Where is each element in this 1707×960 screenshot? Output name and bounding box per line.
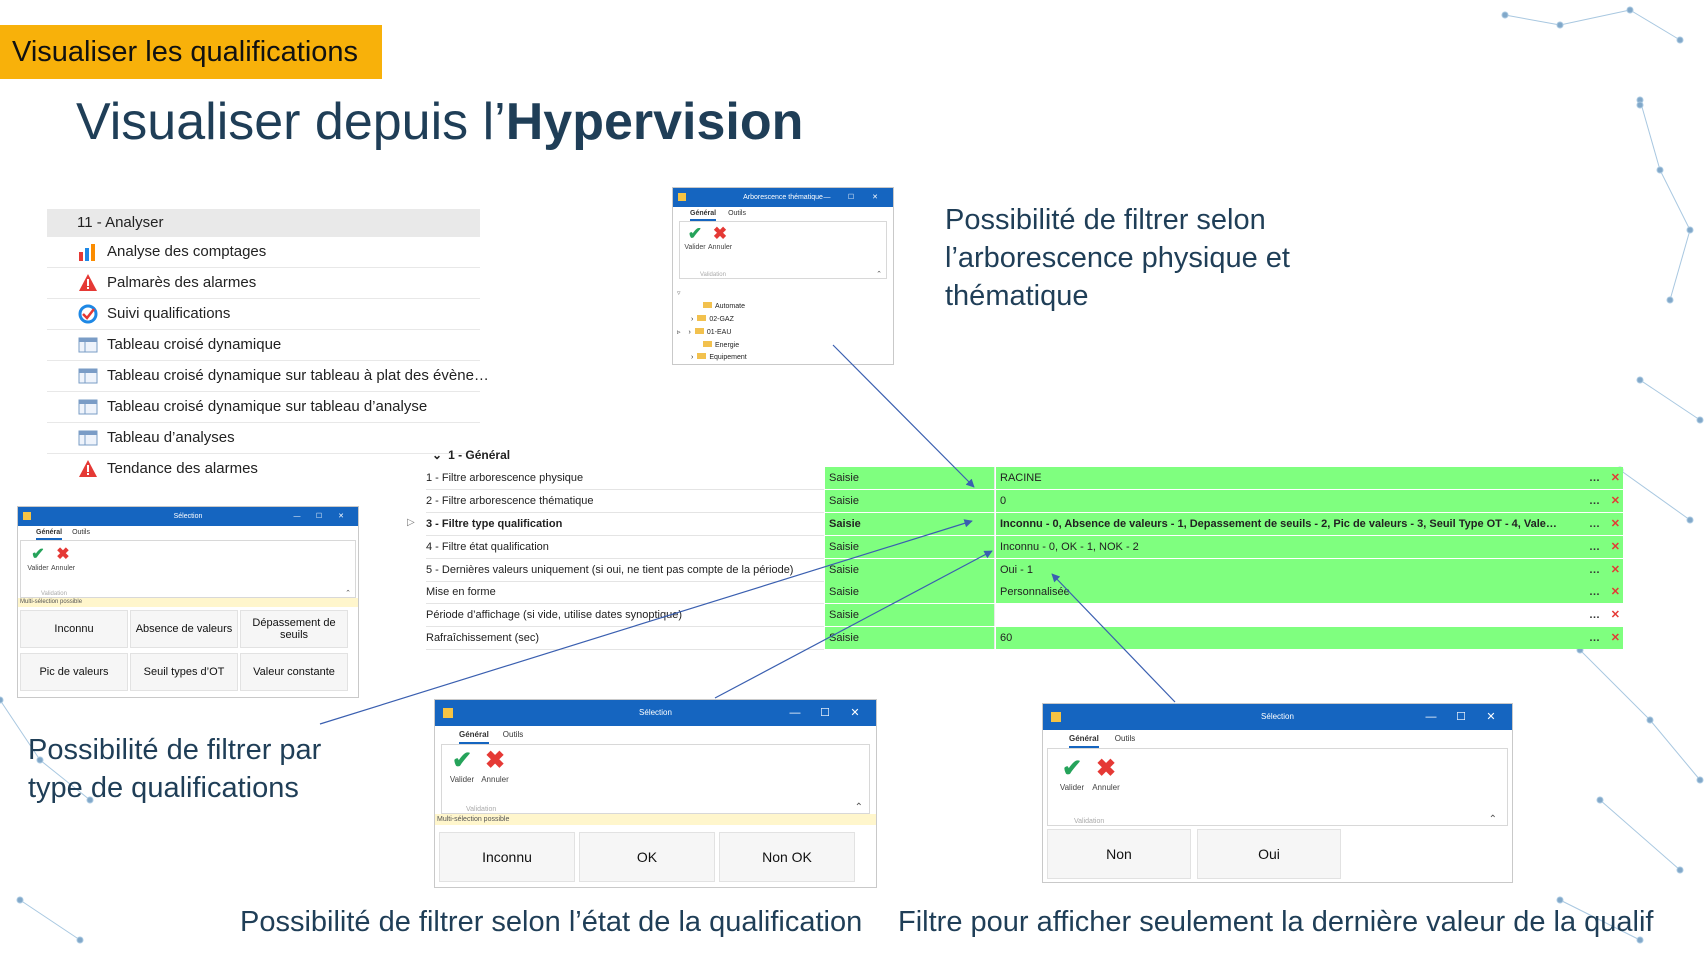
grid-row [424, 559, 1624, 581]
row-label: Rafraîchissement (sec) [426, 627, 824, 650]
note-type-filter [28, 731, 321, 807]
row-label: 1 - Filtre arborescence physique [426, 467, 824, 490]
tabs [435, 726, 876, 744]
ribbon [1047, 748, 1508, 826]
grid-row [424, 581, 1624, 603]
tab-general[interactable]: Général [1069, 730, 1099, 748]
row-type: Saisie [825, 581, 995, 603]
grid-row [424, 490, 1624, 512]
title-prefix: Visualiser depuis l’ [76, 93, 506, 151]
validate-button[interactable] [27, 545, 49, 572]
option-label: Valeur constante [253, 666, 335, 678]
window-titlebar [1043, 704, 1512, 730]
grid-row [424, 604, 1624, 626]
alarm-triangle-icon [78, 459, 98, 479]
cross-icon: ✖ [484, 747, 506, 774]
row-type: Saisie [825, 467, 995, 489]
cross-icon: ✖ [712, 224, 728, 243]
filter-icon[interactable]: ▿ [677, 290, 681, 297]
clear-icon[interactable]: ✕ [1610, 518, 1620, 530]
menu-header: 11 - Analyser [47, 209, 480, 237]
button-label: Valider [1059, 783, 1085, 792]
group-label: Validation [41, 591, 67, 597]
grid-row [424, 627, 1624, 649]
state-selection-window [434, 699, 877, 888]
clear-icon[interactable]: ✕ [1610, 472, 1620, 484]
tab-general[interactable]: Général [690, 207, 716, 221]
folder-icon [695, 328, 704, 334]
cross-icon: ✖ [1095, 755, 1117, 782]
slide-title [76, 92, 803, 152]
close-button[interactable]: ✕ [1486, 711, 1496, 723]
option-seuil-types-ot[interactable] [130, 653, 238, 691]
last-value-selection-window [1042, 703, 1513, 883]
option-label: Seuil types d’OT [143, 666, 225, 678]
option-non-ok[interactable] [719, 832, 855, 882]
note-line: thématique [945, 280, 1089, 312]
menu-item-tendance-alarmes[interactable] [47, 454, 480, 484]
tree-node[interactable] [703, 302, 745, 310]
row-type: Saisie [825, 513, 995, 535]
ribbon [20, 540, 356, 598]
window-title: Sélection [173, 513, 203, 520]
analyser-menu [47, 209, 489, 484]
grid-row [424, 536, 1624, 558]
note-line: Possibilité de filtrer par [28, 734, 322, 766]
alarm-triangle-icon [78, 273, 98, 293]
type-selection-window [17, 506, 359, 698]
menu-item-label: Suivi qualifications [107, 305, 231, 322]
option-label: Oui [1258, 846, 1280, 862]
table-icon [78, 366, 98, 386]
section-tag: Visualiser les qualifications [0, 25, 382, 79]
more-button[interactable]: … [1589, 632, 1600, 644]
option-valeur-constante[interactable] [240, 653, 348, 691]
row-label: 4 - Filtre état qualification [426, 536, 824, 559]
grid-row [424, 467, 1624, 489]
option-depassement-seuils[interactable] [240, 610, 348, 648]
chevron-right-icon[interactable]: › [691, 316, 694, 323]
chevron-right-icon[interactable]: › [688, 329, 691, 336]
menu-item-label: Tableau croisé dynamique sur tableau à plat des évène… [107, 367, 489, 384]
row-type: Saisie [825, 604, 995, 626]
option-label: Inconnu [482, 849, 532, 865]
menu-item-palmares-alarmes[interactable] [47, 268, 480, 299]
bar-chart-icon [78, 242, 98, 262]
more-button[interactable]: … [1589, 586, 1600, 598]
window-title: Sélection [1261, 712, 1294, 721]
section-label: 1 - Général [448, 448, 511, 462]
option-oui[interactable] [1197, 829, 1341, 879]
node-label: Automate [715, 303, 745, 310]
folder-icon [697, 353, 706, 359]
grid-row [424, 513, 1624, 535]
minimize-button[interactable]: — [823, 194, 831, 201]
tabs [673, 207, 893, 221]
cancel-button[interactable] [51, 545, 75, 572]
row-label: 2 - Filtre arborescence thématique [426, 490, 824, 513]
option-pic-valeurs[interactable] [20, 653, 128, 691]
menu-item-label: Palmarès des alarmes [107, 274, 257, 291]
multi-select-hint: Multi-sélection possible [18, 598, 358, 607]
row-value[interactable]: 0 [996, 490, 1623, 512]
tab-tools[interactable]: Outils [728, 210, 746, 217]
tree-node[interactable] [677, 328, 731, 336]
window-title: Sélection [639, 708, 672, 717]
row-pointer-icon: ▷ [407, 517, 415, 528]
chevron-right-icon[interactable]: ▹ [677, 329, 681, 336]
group-label: Validation [466, 806, 497, 813]
option-label: Non OK [762, 849, 812, 865]
option-label: OK [636, 849, 658, 865]
folder-icon [703, 302, 712, 308]
maximize-button[interactable]: ☐ [315, 513, 323, 520]
maximize-button[interactable]: ☐ [847, 194, 855, 201]
menu-item-label: Tableau croisé dynamique sur tableau d’analyse [107, 398, 428, 415]
ribbon [441, 744, 870, 814]
menu-item-tcd-analyse[interactable] [47, 392, 480, 423]
note-line: l’arborescence physique et [945, 242, 1290, 274]
option-inconnu[interactable] [20, 610, 128, 648]
cross-icon: ✖ [56, 546, 70, 563]
close-button[interactable]: ✕ [338, 513, 344, 520]
tabs [1043, 730, 1512, 748]
chevron-right-icon[interactable]: › [691, 354, 694, 361]
minimize-button[interactable]: — [293, 513, 301, 520]
clear-icon[interactable]: ✕ [1610, 541, 1620, 553]
node-label: 01-EAU [706, 329, 732, 336]
validate-button[interactable] [448, 747, 476, 784]
more-button[interactable]: … [1589, 609, 1600, 621]
button-label: Annuler [708, 244, 733, 251]
option-label: Absence de valeurs [135, 623, 233, 635]
row-type: Saisie [825, 490, 995, 512]
clear-icon[interactable]: ✕ [1610, 586, 1620, 598]
chevron-up-icon[interactable]: ⌃ [854, 802, 863, 813]
option-inconnu[interactable] [439, 832, 575, 882]
tab-tools[interactable]: Outils [502, 730, 524, 739]
menu-item-label: Tendance des alarmes [107, 460, 258, 477]
title-bold: Hypervision [505, 93, 804, 151]
more-button[interactable]: … [1589, 472, 1600, 484]
note-line: type de qualifications [28, 772, 299, 804]
check-icon: ✔ [1061, 755, 1083, 782]
tab-tools[interactable]: Outils [72, 529, 90, 536]
folder-icon [697, 315, 706, 321]
chevron-down-icon[interactable]: ⌄ [432, 448, 443, 462]
row-label: 5 - Dernières valeurs uniquement (si oui, ne tient pas compte de la période) [426, 559, 824, 582]
tree-window [672, 187, 894, 365]
menu-item-tcd[interactable] [47, 330, 480, 361]
menu-item-label: Tableau croisé dynamique [107, 336, 282, 353]
tabs [18, 526, 358, 540]
window-titlebar [18, 507, 358, 526]
node-label: 02-GAZ [709, 316, 734, 323]
clear-icon[interactable]: ✕ [1610, 495, 1620, 507]
note-line: Possibilité de filtrer selon [945, 204, 1266, 236]
row-value[interactable]: RACINE [996, 467, 1623, 489]
window-title: Arborescence thématique [743, 194, 823, 201]
table-icon [78, 335, 98, 355]
folder-icon [703, 341, 712, 347]
cancel-button[interactable] [708, 224, 732, 251]
option-label: Non [1106, 846, 1132, 862]
validate-button[interactable] [684, 224, 706, 251]
row-value[interactable]: Inconnu - 0, OK - 1, NOK - 2 [996, 536, 1623, 558]
grid-section-header[interactable] [432, 445, 510, 465]
menu-item-label: Analyse des comptages [107, 243, 267, 260]
button-label: Valider [684, 244, 706, 251]
chevron-up-icon[interactable]: ⌃ [345, 590, 351, 597]
row-label: 3 - Filtre type qualification [426, 513, 824, 536]
minimize-button[interactable]: — [1425, 711, 1437, 723]
menu-item-suivi-qualifications[interactable] [47, 299, 480, 330]
chevron-up-icon[interactable]: ⌃ [876, 271, 882, 278]
close-button[interactable]: ✕ [872, 194, 878, 201]
node-label: Equipement [709, 354, 747, 361]
row-type: Saisie [825, 627, 995, 649]
group-label: Validation [700, 272, 726, 278]
row-label: Période d’affichage (si vide, utilise dates synoptique) [426, 604, 824, 627]
option-absence-valeurs[interactable] [130, 610, 238, 648]
clear-icon[interactable]: ✕ [1610, 564, 1620, 576]
row-type: Saisie [825, 536, 995, 558]
button-label: Valider [27, 565, 49, 572]
row-value[interactable]: 60 [996, 627, 1623, 649]
menu-item-label: Tableau d’analyses [107, 429, 235, 446]
window-titlebar [673, 188, 893, 207]
check-circle-icon [78, 304, 98, 324]
close-button[interactable]: ✕ [850, 707, 860, 719]
more-button[interactable]: … [1589, 564, 1600, 576]
tab-general[interactable]: Général [36, 526, 62, 540]
menu-item-tableau-analyses[interactable] [47, 423, 480, 454]
option-label: Pic de valeurs [39, 666, 109, 678]
table-icon [78, 428, 98, 448]
multi-select-hint: Multi-sélection possible [435, 814, 876, 825]
note-last-value-filter: Filtre pour afficher seulement la dernière valeur de la qualif [898, 906, 1654, 938]
check-icon: ✔ [451, 747, 473, 774]
check-icon: ✔ [687, 224, 703, 243]
note-state-filter: Possibilité de filtrer selon l’état de la qualification [240, 906, 863, 938]
clear-icon[interactable]: ✕ [1610, 609, 1620, 621]
menu-item-tcd-plat[interactable] [47, 361, 489, 392]
maximize-button[interactable]: ☐ [820, 707, 830, 719]
tree-node[interactable] [703, 341, 739, 349]
button-label: Annuler [51, 565, 76, 572]
button-label: Annuler [1092, 783, 1120, 792]
cancel-button[interactable] [1090, 755, 1122, 792]
validate-button[interactable] [1058, 755, 1086, 792]
row-type: Saisie [825, 559, 995, 581]
tree-node[interactable] [691, 353, 747, 361]
maximize-button[interactable]: ☐ [1456, 711, 1466, 723]
chevron-up-icon[interactable]: ⌃ [1488, 814, 1497, 825]
check-icon: ✔ [31, 546, 45, 563]
row-value[interactable]: Oui - 1 [996, 559, 1623, 581]
menu-item-analyse-comptages[interactable] [47, 237, 480, 268]
row-value[interactable]: Personnalisée [996, 581, 1623, 603]
node-label: Energie [715, 342, 740, 349]
minimize-button[interactable]: — [789, 707, 801, 719]
window-titlebar [435, 700, 876, 726]
button-label: Annuler [481, 775, 509, 784]
more-button[interactable]: … [1589, 518, 1600, 530]
ribbon [679, 221, 887, 279]
group-label: Validation [1074, 818, 1105, 825]
row-value[interactable]: Inconnu - 0, Absence de valeurs - 1, Depassement de seuils - 2, Pic de valeurs - 3, Seuil Type OT - 4, Vale… [996, 513, 1623, 535]
note-tree-filter [945, 201, 1290, 315]
tab-tools[interactable]: Outils [1114, 734, 1136, 743]
option-ok[interactable] [579, 832, 715, 882]
button-label: Valider [449, 775, 475, 784]
tree-node[interactable] [691, 315, 734, 323]
more-button[interactable]: … [1589, 541, 1600, 553]
table-icon [78, 397, 98, 417]
option-label: Dépassement de seuils [252, 617, 336, 641]
row-label: Mise en forme [426, 581, 824, 604]
tab-general[interactable]: Général [459, 726, 489, 744]
option-non[interactable] [1047, 829, 1191, 879]
option-label: Inconnu [54, 623, 94, 635]
clear-icon[interactable]: ✕ [1610, 632, 1620, 644]
more-button[interactable]: … [1589, 495, 1600, 507]
cancel-button[interactable] [480, 747, 510, 784]
